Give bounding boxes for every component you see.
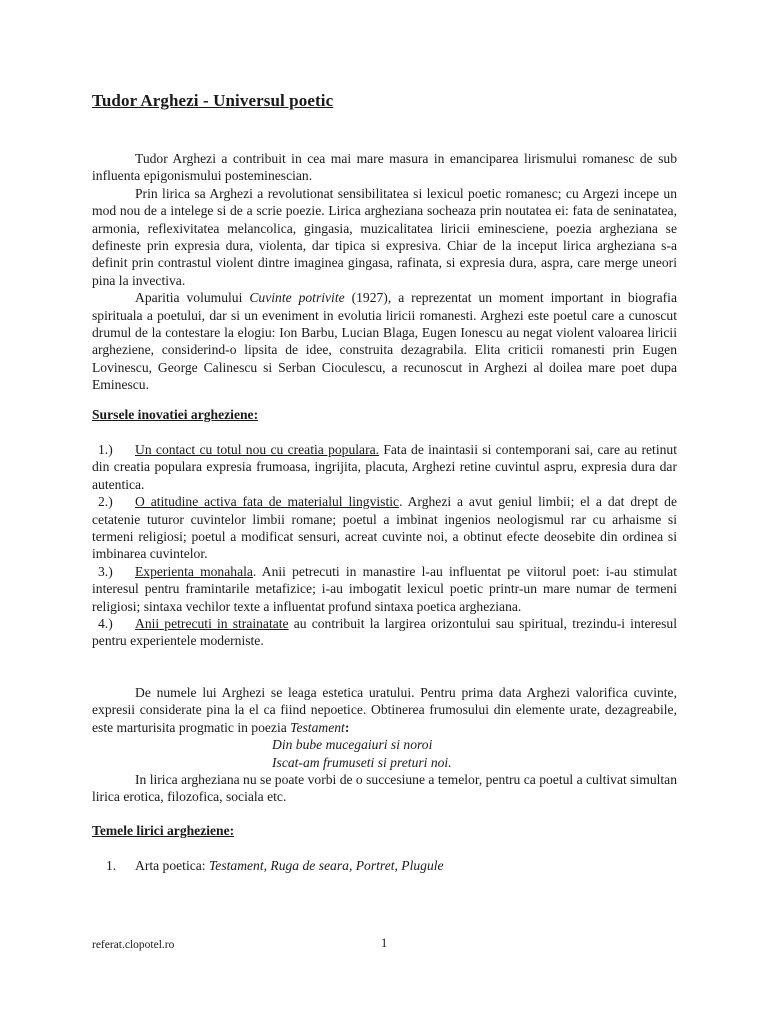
section-heading-sources: Sursele inovatiei argheziene: — [92, 407, 259, 422]
themes-list — [92, 857, 444, 874]
intro-paragraph-2: Prin lirica sa Arghezi a revolutionat sensibilitatea si lexicul poetic romanesc; cu Argezi incepe un mod nou de a intelege si de a scrie poezie. Lirica argheziana socheaza prin noutatea ei: fata de seninatatea, armonia, reflexivitatea melancolica, gingasia, muzicalitatea liricii eminesciene, poezia argheziana se defineste prin expresia dura, violenta, dar tipica si expresiva. Chiar de la inceput lirica argheziana s-a definit prin contrastul violent dintre imaginea gingasa, rafinata, si expresia dura, aspra, care merge uneori pina la invectiva. — [92, 185, 677, 288]
poem-title: Testament — [290, 719, 345, 735]
volume-title: Cuvinte potrivite — [249, 290, 345, 306]
verse-line-2: Iscat-am frumuseti si preturi noi. — [272, 754, 452, 770]
verse-line-1: Din bube mucegaiuri si noroi — [272, 737, 433, 753]
list-item: 2.) O atitudine activa fata de materialul lingvistic. Arghezi a avut geniul limbii; el a dat drept de cetatenie tuturor cuvintelor limbii romane; poetul a imbinat ingenios neologismul rar cu arhaisme si termeni religiosi; poetul a modificat sensuri, acreat cuvinte noi, a obtinut efecte deosebite din ordinea si imbinarea cuvintelor. — [92, 494, 677, 562]
section-heading-themes: Temele lirici argheziene: — [92, 823, 235, 838]
list-item: 3.) Experienta monahala. Anii petrecuti in manastire l-au influentat pe viitorul poet: i-au stimulat interesul pentru framintarile metafizice; i-au imbogatit lexicul poetic printr-un mare numar de termeni religiosi; sintaxa vechilor texte a influentat profund sintaxa poetica argheziana. — [92, 563, 677, 614]
aesthetics-block — [92, 684, 677, 806]
document-title: Tudor Arghezi - Universul poetic — [92, 91, 334, 110]
aesthetics-paragraph: De numele lui Arghezi se leaga estetica uratului. Pentru prima data Arghezi valorifica cuvinte, expresii considerate pina la el ca fiind nepoetice. Obtinerea frumosului din elemente urate, dezagreabile, este marturisita progmatic in poezia Testament: — [92, 685, 677, 735]
themes-intro-paragraph: In lirica argheziana nu se poate vorbi de o succesiune a temelor, pentru ca poetul a cultivat simultan lirica erotica, filozofica, sociala etc. — [92, 772, 677, 805]
sources-list — [92, 441, 677, 650]
page-number: 1 — [381, 936, 388, 950]
list-item: 1. Arta poetica: Testament, Ruga de seara, Portret, Plugule — [106, 858, 444, 873]
intro-block — [92, 150, 677, 394]
footer-source: referat.clopotel.ro — [92, 939, 175, 951]
list-item: 4.) Anii petrecuti in strainatate au contribuit la largirea orizontului sau spiritual, trezindu-i interesul pentru experientele moderniste. — [92, 616, 677, 649]
intro-paragraph-1: Tudor Arghezi a contribuit in cea mai mare masura in emanciparea lirismului romanesc de sub influenta epigonismului posteminescian. — [92, 151, 677, 184]
intro-paragraph-3: Aparitia volumului Cuvinte potrivite (1927), a reprezentat un moment important in biografia spirituala a poetului, dar si un eveniment in evolutia liricii romanesti. Arghezi este poetul care a cunoscut drumul de la contestare la elogiu: Ion Barbu, Lucian Blaga, Eugen Ionescu au negat violent valoarea liricii argheziene, considerind-o lipsita de idee, construita dezagrabila. Elita criticii romanesti prin Eugen Lovinescu, George Calinescu si Serban Cioculescu, a recunoscut in Arghezi al doilea mare poet dupa Eminescu. — [92, 290, 677, 393]
list-item: 1.) Un contact cu totul nou cu creatia populara. Fata de inaintasii si contemporani sai, care au retinut din creatia populara expresia frumoasa, ingrijita, placuta, Arghezi retine cuvintul aspru, expresia dura dar autentica. — [92, 442, 677, 492]
